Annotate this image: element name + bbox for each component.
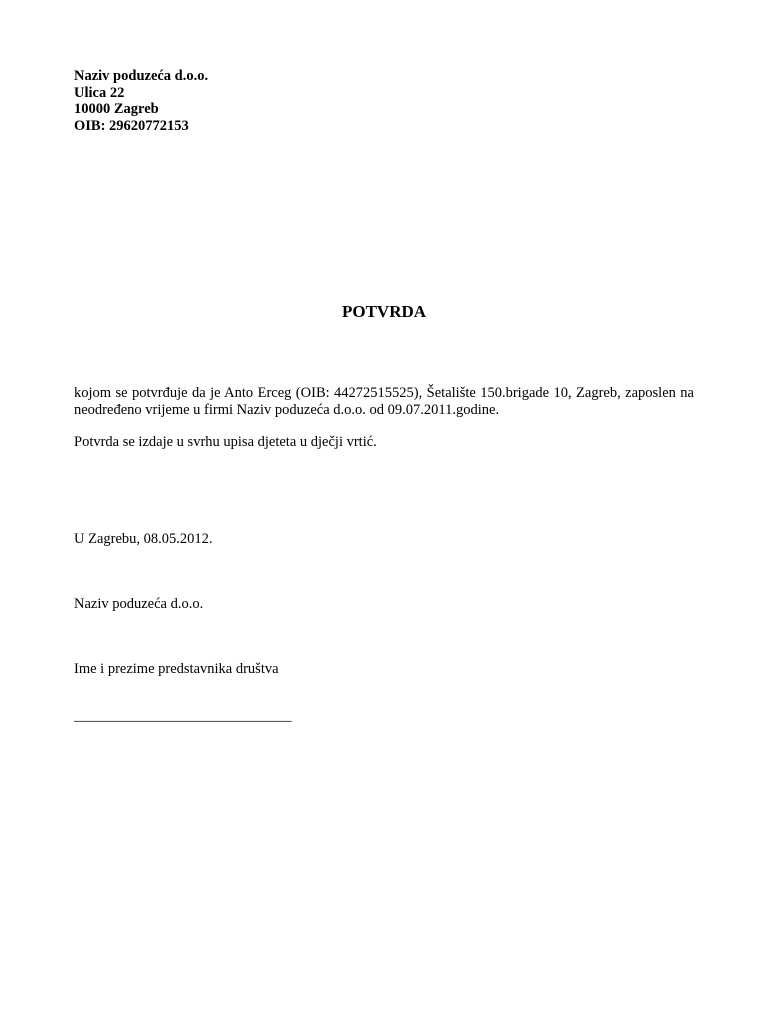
document-title: POTVRDA	[341, 302, 427, 321]
signature-line: ______________________________	[74, 708, 292, 724]
closing-company-name: Naziv poduzeća d.o.o.	[74, 596, 204, 612]
sender-address-block	[74, 68, 208, 134]
sender-oib: OIB: 29620772153	[74, 117, 189, 134]
confirmation-paragraph: kojom se potvrđuje da je Anto Erceg (OIB: 44272515525), Šetalište 150.brigade 10, Zagreb, zaposlen na neodređeno vrijeme u firmi Naziv poduzeća d.o.o. od 09.07.2011.godine.	[74, 385, 694, 418]
sender-company-name: Naziv poduzeća d.o.o.	[74, 68, 209, 84]
purpose-paragraph: Potvrda se izdaje u svrhu upisa djeteta u dječji vrtić.	[74, 434, 377, 450]
representative-name-label: Ime i prezime predstavnika društva	[74, 661, 279, 677]
place-and-date: U Zagrebu, 08.05.2012.	[74, 531, 213, 547]
sender-street: Ulica 22	[74, 84, 125, 101]
sender-city: 10000 Zagreb	[74, 101, 159, 117]
